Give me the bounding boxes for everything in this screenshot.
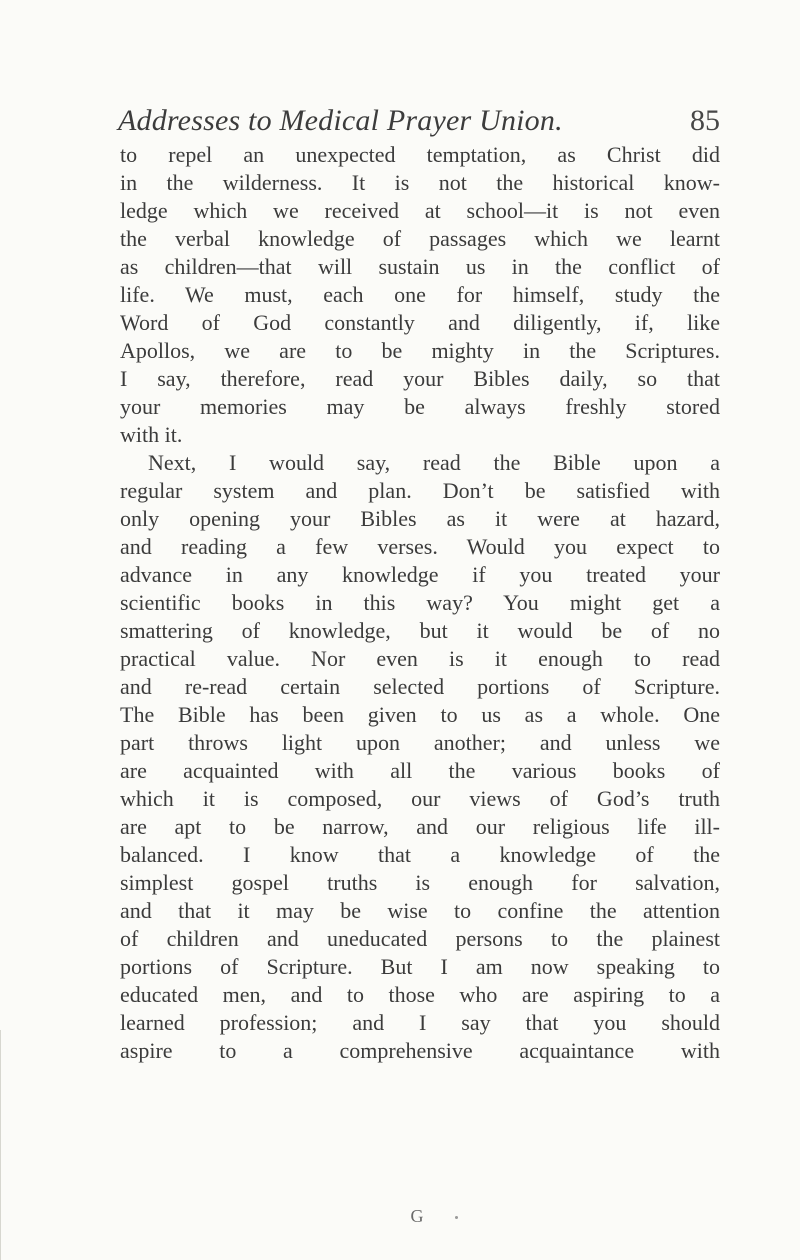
text-line: are apt to be narrow, and our religious life ill- <box>120 814 720 839</box>
body-text <box>120 141 720 1065</box>
running-title: Addresses to Medical Prayer Union. <box>118 104 563 137</box>
text-line: The Bible has been given to us as a whole. One <box>120 702 720 727</box>
text-line: with it. <box>120 422 183 447</box>
running-head <box>100 100 720 140</box>
text-line: the verbal knowledge of passages which we learnt <box>120 226 720 251</box>
text-line: are acquainted with all the various books of <box>120 758 720 783</box>
page-edge-shadow <box>0 1030 1 1260</box>
text-line: and that it may be wise to confine the attention <box>120 898 720 923</box>
signature-mark: G <box>410 1206 424 1226</box>
text-line: part throws light upon another; and unless we <box>120 730 720 755</box>
text-line: practical value. Nor even is it enough to read <box>120 646 720 671</box>
text-line: as children—that will sustain us in the conflict of <box>120 254 720 279</box>
text-line: and re-read certain selected portions of Scripture. <box>120 674 720 699</box>
text-line: learned profession; and I say that you should <box>120 1010 720 1035</box>
text-line: simplest gospel truths is enough for salvation, <box>120 870 720 895</box>
text-line: and reading a few verses. Would you expect to <box>120 534 720 559</box>
text-line: which it is composed, our views of God’s truth <box>120 786 720 811</box>
text-line: to repel an unexpected temptation, as Christ did <box>120 142 720 167</box>
text-line: I say, therefore, read your Bibles daily, so that <box>120 366 720 391</box>
text-line: balanced. I know that a knowledge of the <box>120 842 720 867</box>
text-line: only opening your Bibles as it were at hazard, <box>120 506 720 531</box>
paragraph-first-line: Next, I would say, read the Bible upon a <box>148 450 720 475</box>
text-line: of children and uneducated persons to the plainest <box>120 926 720 951</box>
text-line: life. We must, each one for himself, study the <box>120 282 720 307</box>
text-line: your memories may be always freshly stored <box>120 394 720 419</box>
text-line: regular system and plan. Don’t be satisfied with <box>120 478 720 503</box>
text-line: advance in any knowledge if you treated your <box>120 562 720 587</box>
text-line: scientific books in this way? You might get a <box>120 590 720 615</box>
text-line: in the wilderness. It is not the historical know- <box>120 170 720 195</box>
text-line: Apollos, we are to be mighty in the Scriptures. <box>120 338 720 363</box>
page-number: 85 <box>690 104 720 137</box>
text-line: educated men, and to those who are aspiring to a <box>120 982 720 1007</box>
text-line: Word of God constantly and diligently, if, like <box>120 310 720 335</box>
text-line: portions of Scripture. But I am now speaking to <box>120 954 720 979</box>
text-line: ledge which we received at school—it is not even <box>120 198 720 223</box>
text-line: aspire to a comprehensive acquaintance with <box>120 1038 720 1063</box>
text-line: smattering of knowledge, but it would be of no <box>120 618 720 643</box>
